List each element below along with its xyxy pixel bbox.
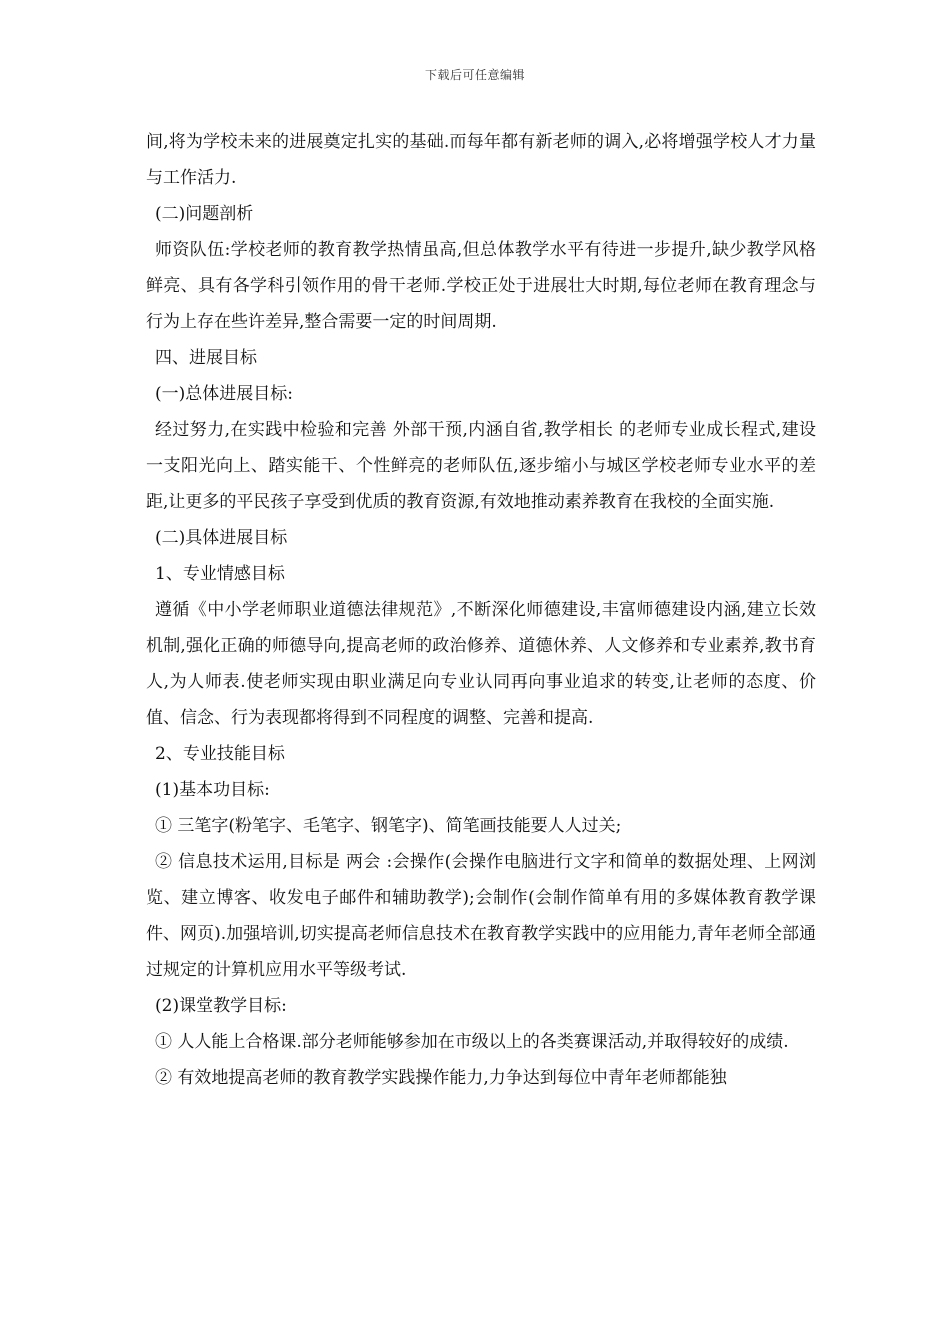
list-item-practical-ability: ② 有效地提高老师的教育教学实践操作能力,力争达到每位中青年老师都能独: [155, 1068, 727, 1088]
document-body: [146, 124, 816, 1096]
subheading-specific-goals: (二)具体进展目标: [155, 528, 288, 548]
page-header: 下载后可任意编辑: [424, 68, 525, 82]
paragraph-overall-goals: 经过努力,在实践中检验和完善 外部干预,内涵自省,教学相长 的老师专业成长程式,建设一支阳光向上、踏实能干、个性鲜亮的老师队伍,逐步缩小与城区学校老师专业水平的差距,让更多的平民孩子享受到优质的教育资源,有效地推动素养教育在我校的全面实施.: [146, 420, 816, 512]
section-heading-development-goals: 四、进展目标: [155, 348, 257, 368]
subheading-overall-goals: (一)总体进展目标:: [155, 384, 293, 404]
list-item-information-technology: ② 信息技术运用,目标是 两会 :会操作(会操作电脑进行文字和简单的数据处理、上网浏览、建立博客、收发电子邮件和辅助教学);会制作(会制作简单有用的多媒体教育教学课件、网页).加强培训,切实提高老师信息技术在教育教学实践中的应用能力,青年老师全部通过规定的计算机应用水平等级考试.: [146, 852, 816, 980]
paragraph-professional-emotion: 遵循《中小学老师职业道德法律规范》,不断深化师德建设,丰富师德建设内涵,建立长效机制,强化正确的师德导向,提高老师的政治修养、道德休养、人文修养和专业素养,教书育人,为人师表.使老师实现由职业满足向专业认同再向事业追求的转变,让老师的态度、价值、信念、行为表现都将得到不同程度的调整、完善和提高.: [146, 600, 816, 728]
subitem-basic-skills: (1)基本功目标:: [155, 780, 270, 800]
subitem-classroom-teaching: (2)课堂教学目标:: [155, 996, 287, 1016]
item-heading-professional-skills: 2、专业技能目标: [155, 744, 285, 764]
section-heading-problem-analysis: (二)问题剖析: [155, 204, 254, 224]
list-item-calligraphy: ① 三笔字(粉笔字、毛笔字、钢笔字)、简笔画技能要人人过关;: [155, 816, 622, 836]
paragraph-teacher-team: 师资队伍:学校老师的教育教学热情虽高,但总体教学水平有待进一步提升,缺少教学风格鲜亮、具有各学科引领作用的骨干老师.学校正处于进展壮大时期,每位老师在教育理念与行为上存在些许差异,整合需要一定的时间周期.: [146, 240, 816, 332]
paragraph-continuation: 间,将为学校未来的进展奠定扎实的基础.而每年都有新老师的调入,必将增强学校人才力量与工作活力.: [146, 132, 816, 188]
item-heading-professional-emotion: 1、专业情感目标: [155, 564, 285, 584]
list-item-qualified-lessons: ① 人人能上合格课.部分老师能够参加在市级以上的各类赛课活动,并取得较好的成绩.: [155, 1032, 789, 1052]
